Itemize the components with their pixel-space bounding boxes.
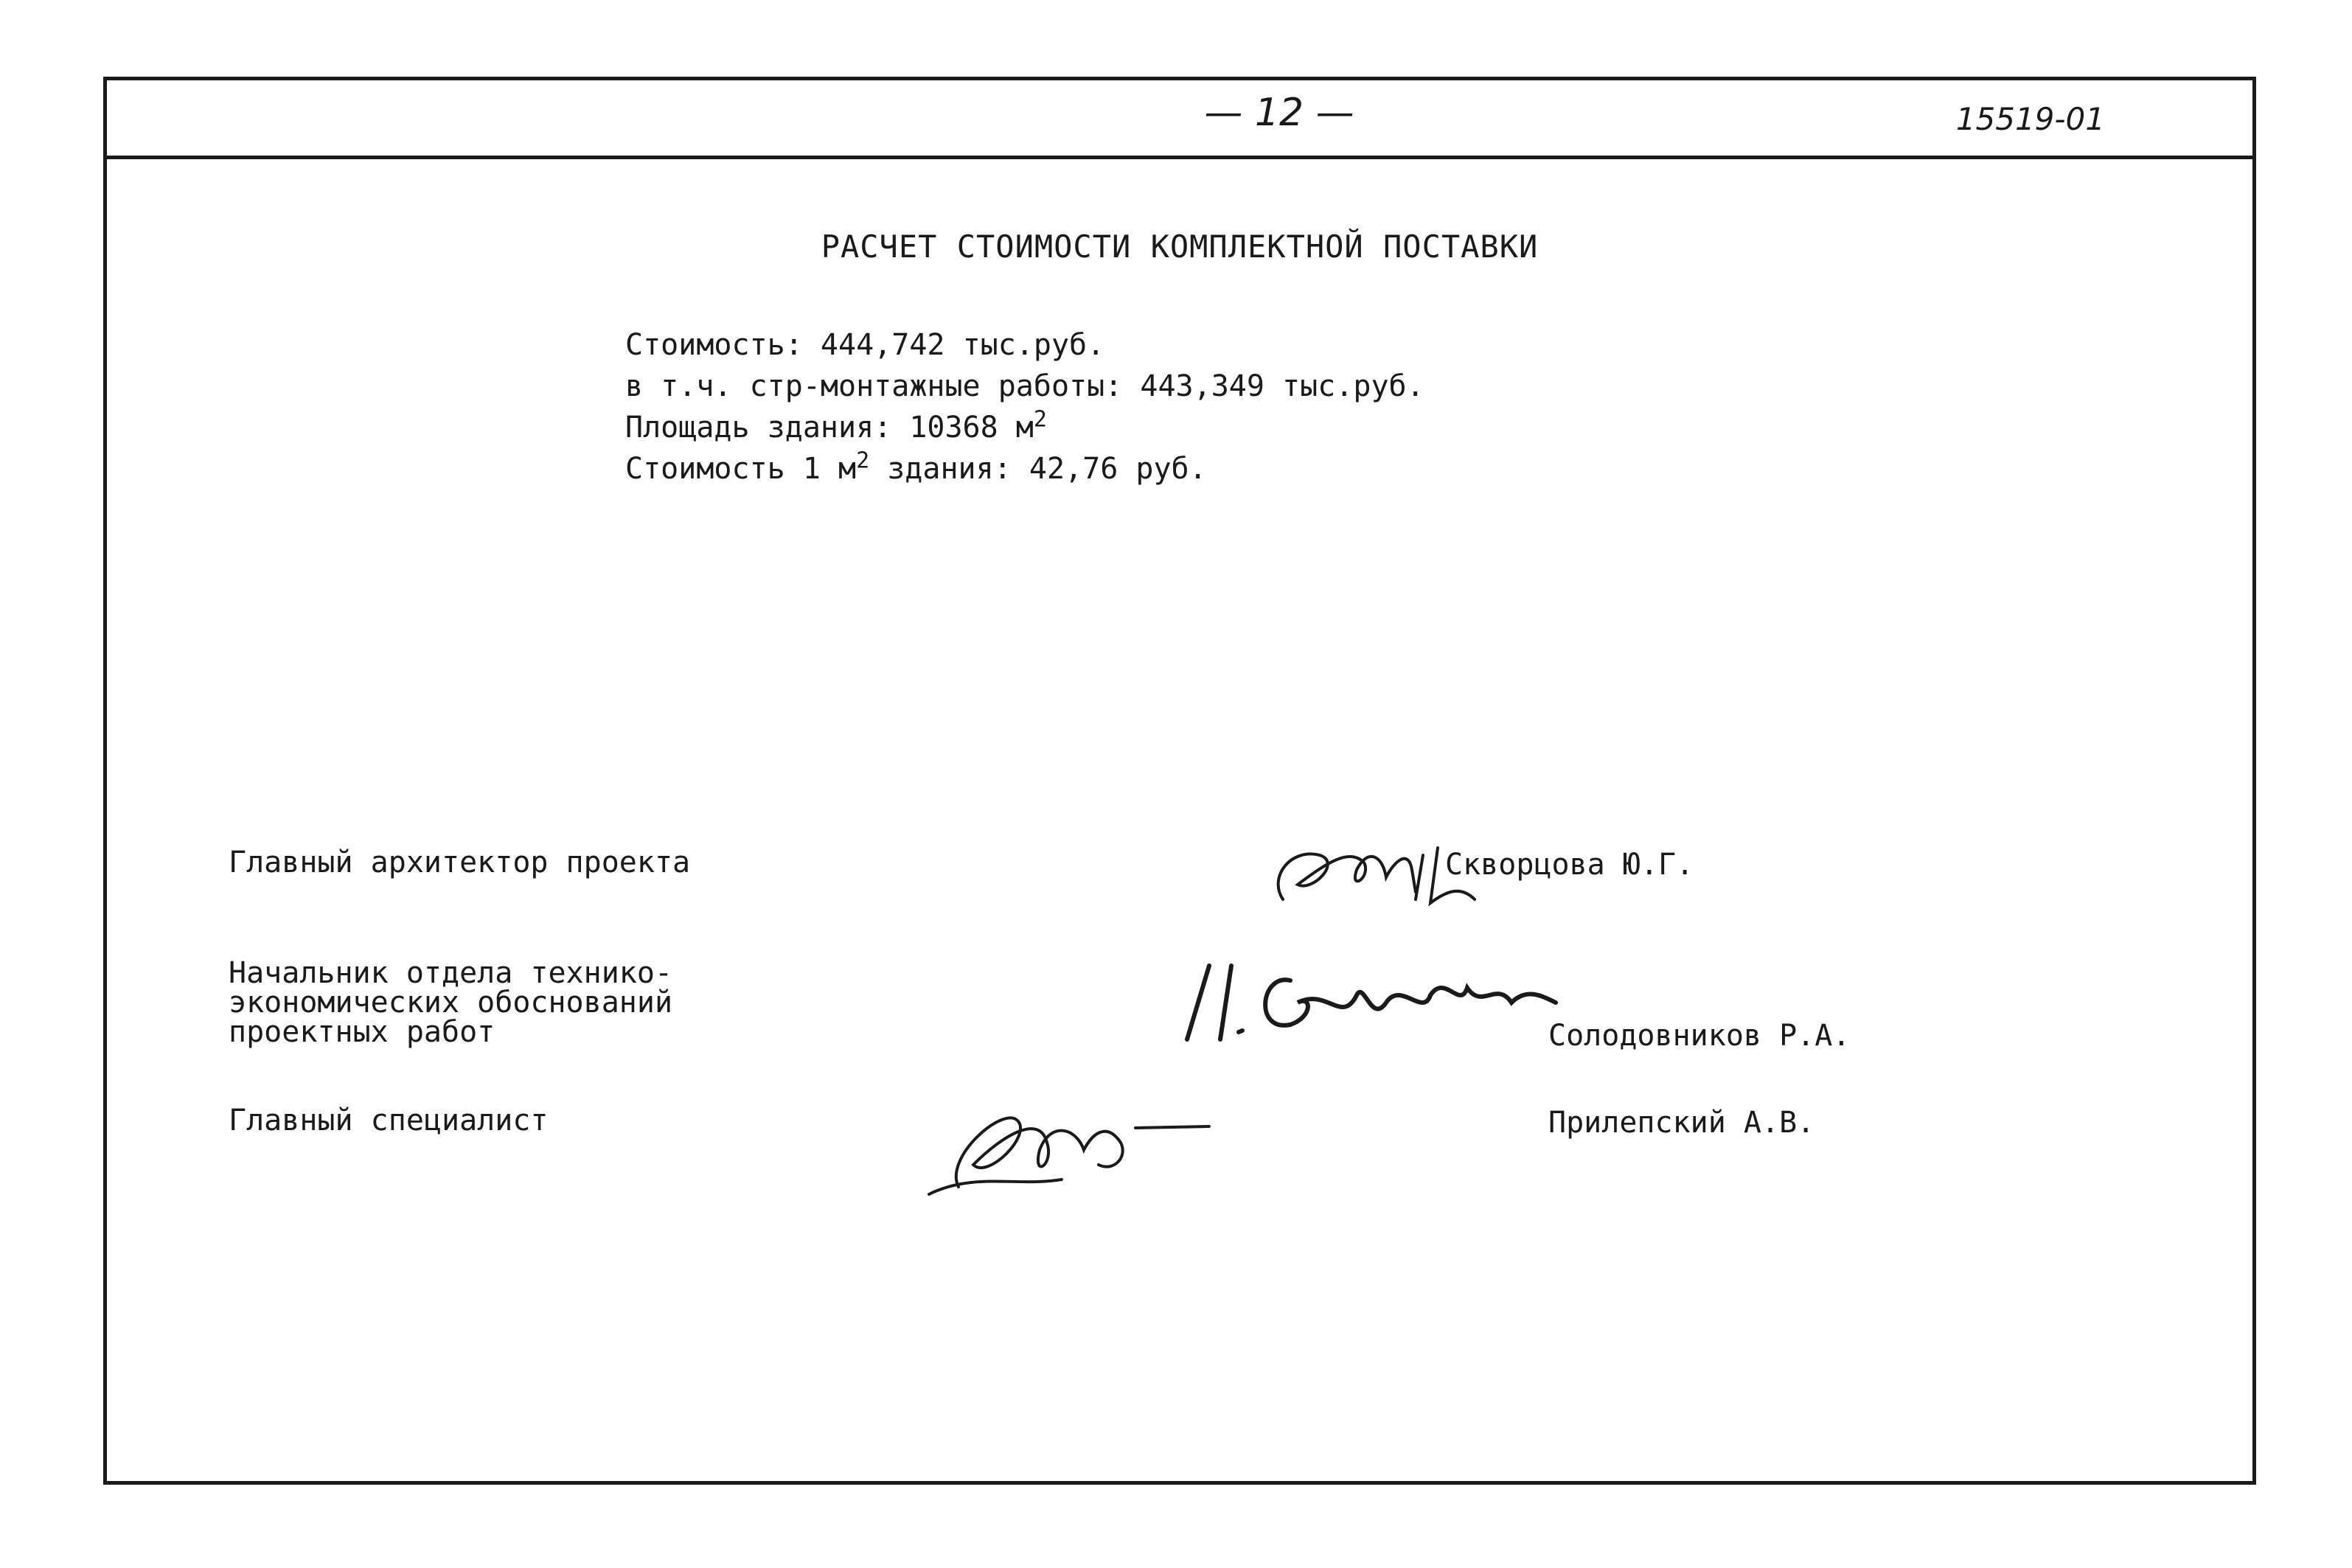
document-frame — [103, 77, 2256, 1485]
header-divider — [107, 156, 2252, 159]
cost-line — [625, 324, 1424, 366]
construction-label: в т.ч. стр-монтажные работы: — [625, 369, 1141, 403]
unit-cost-value: 42,76 руб. — [1029, 452, 1207, 486]
signatory-name: Солодовников Р.А. — [1548, 1019, 1851, 1053]
cost-label: Стоимость: — [625, 328, 821, 362]
construction-value: 443,349 тыс.руб. — [1140, 369, 1424, 403]
signature-mark — [1165, 936, 1578, 1062]
signatory-name: Прилепский А.В. — [1548, 1106, 1815, 1140]
signatory-row — [0, 958, 2352, 1091]
cost-value: 444,742 тыс.руб. — [820, 328, 1105, 362]
area-label: Площадь здания: — [625, 411, 910, 445]
document-code: 15519-01 — [1955, 101, 2105, 137]
signatory-row — [0, 1106, 2352, 1209]
unit-cost-label-a: Стоимость 1 м — [625, 452, 857, 486]
cost-summary — [625, 324, 1424, 489]
unit-cost-line — [625, 448, 1424, 489]
signatory-role: Главный архитектор проекта — [229, 846, 691, 879]
signatory-name: Скворцова Ю.Г. — [1445, 848, 1694, 882]
signature-mark — [914, 1076, 1253, 1209]
unit-cost-exponent: 2 — [856, 447, 870, 474]
area-value: 10368 м — [909, 411, 1034, 445]
unit-cost-label-b: здания: — [869, 452, 1029, 486]
building-area-line — [625, 407, 1424, 448]
signatory-role: Главный специалист — [229, 1104, 549, 1137]
signatory-row — [0, 848, 2352, 921]
document-title: РАСЧЕТ СТОИМОСТИ КОМПЛЕКТНОЙ ПОСТАВКИ — [821, 229, 1539, 265]
area-unit-exponent: 2 — [1033, 406, 1047, 433]
signatory-role: Начальник отдела технико- экономических обоснований проектных работ — [229, 956, 673, 1049]
page-number: — 12 — — [1204, 91, 1354, 135]
construction-cost-line — [625, 366, 1424, 407]
